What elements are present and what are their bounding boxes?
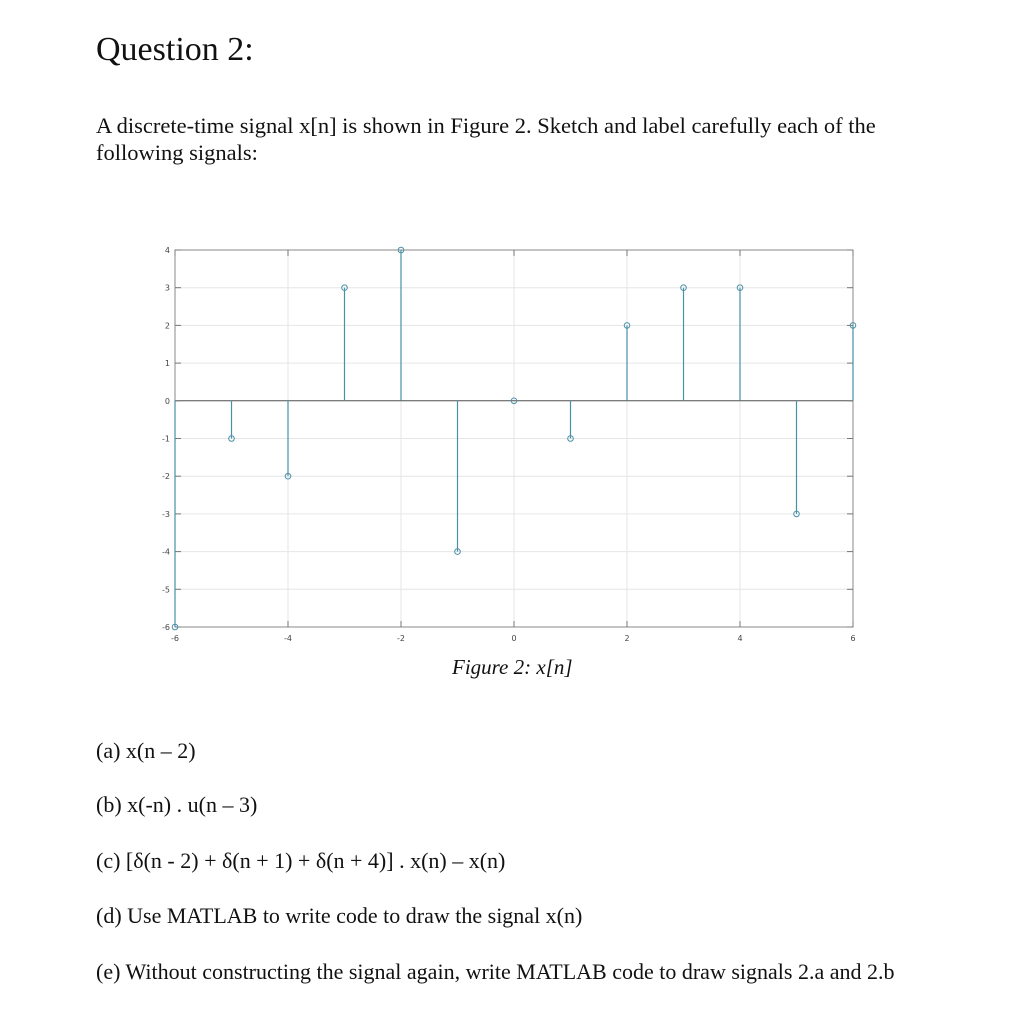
y-tick-label: -2 (162, 472, 170, 482)
y-tick-label: -6 (162, 623, 170, 632)
y-tick-label: 2 (164, 321, 170, 331)
x-tick-label: -2 (397, 634, 405, 643)
question-title: Question 2: (96, 31, 254, 68)
intro-text: A discrete-time signal x[n] is shown in Figure 2. Sketch and label carefully each of the following signals: (96, 113, 876, 165)
y-tick-label: -1 (162, 434, 170, 444)
x-tick-label: -6 (171, 634, 179, 643)
stem-plot-x-n (150, 240, 870, 650)
y-tick-label: 3 (164, 283, 170, 293)
x-tick-label: -4 (284, 634, 292, 643)
figure-caption: Figure 2: x[n] (452, 655, 573, 679)
y-tick-label: 0 (164, 396, 170, 406)
part-a: (a) x(n – 2) (96, 738, 196, 763)
part-e: (e) Without constructing the signal again, write MATLAB code to draw signals 2.a and 2.b (96, 959, 895, 984)
part-c: (c) [δ(n - 2) + δ(n + 1) + δ(n + 4)] . x(n) – x(n) (96, 848, 506, 873)
x-tick-label: 6 (850, 634, 856, 643)
part-d: (d) Use MATLAB to write code to draw the signal x(n) (96, 903, 583, 928)
y-tick-label: -5 (162, 585, 170, 595)
y-tick-label: 1 (164, 359, 170, 369)
part-b: (b) x(-n) . u(n – 3) (96, 792, 258, 817)
x-tick-label: 2 (624, 634, 630, 643)
y-tick-label: -4 (162, 547, 170, 557)
x-tick-label: 4 (737, 634, 743, 643)
y-tick-label: 4 (164, 246, 170, 255)
x-tick-label: 0 (511, 634, 517, 643)
y-tick-label: -3 (162, 509, 170, 519)
